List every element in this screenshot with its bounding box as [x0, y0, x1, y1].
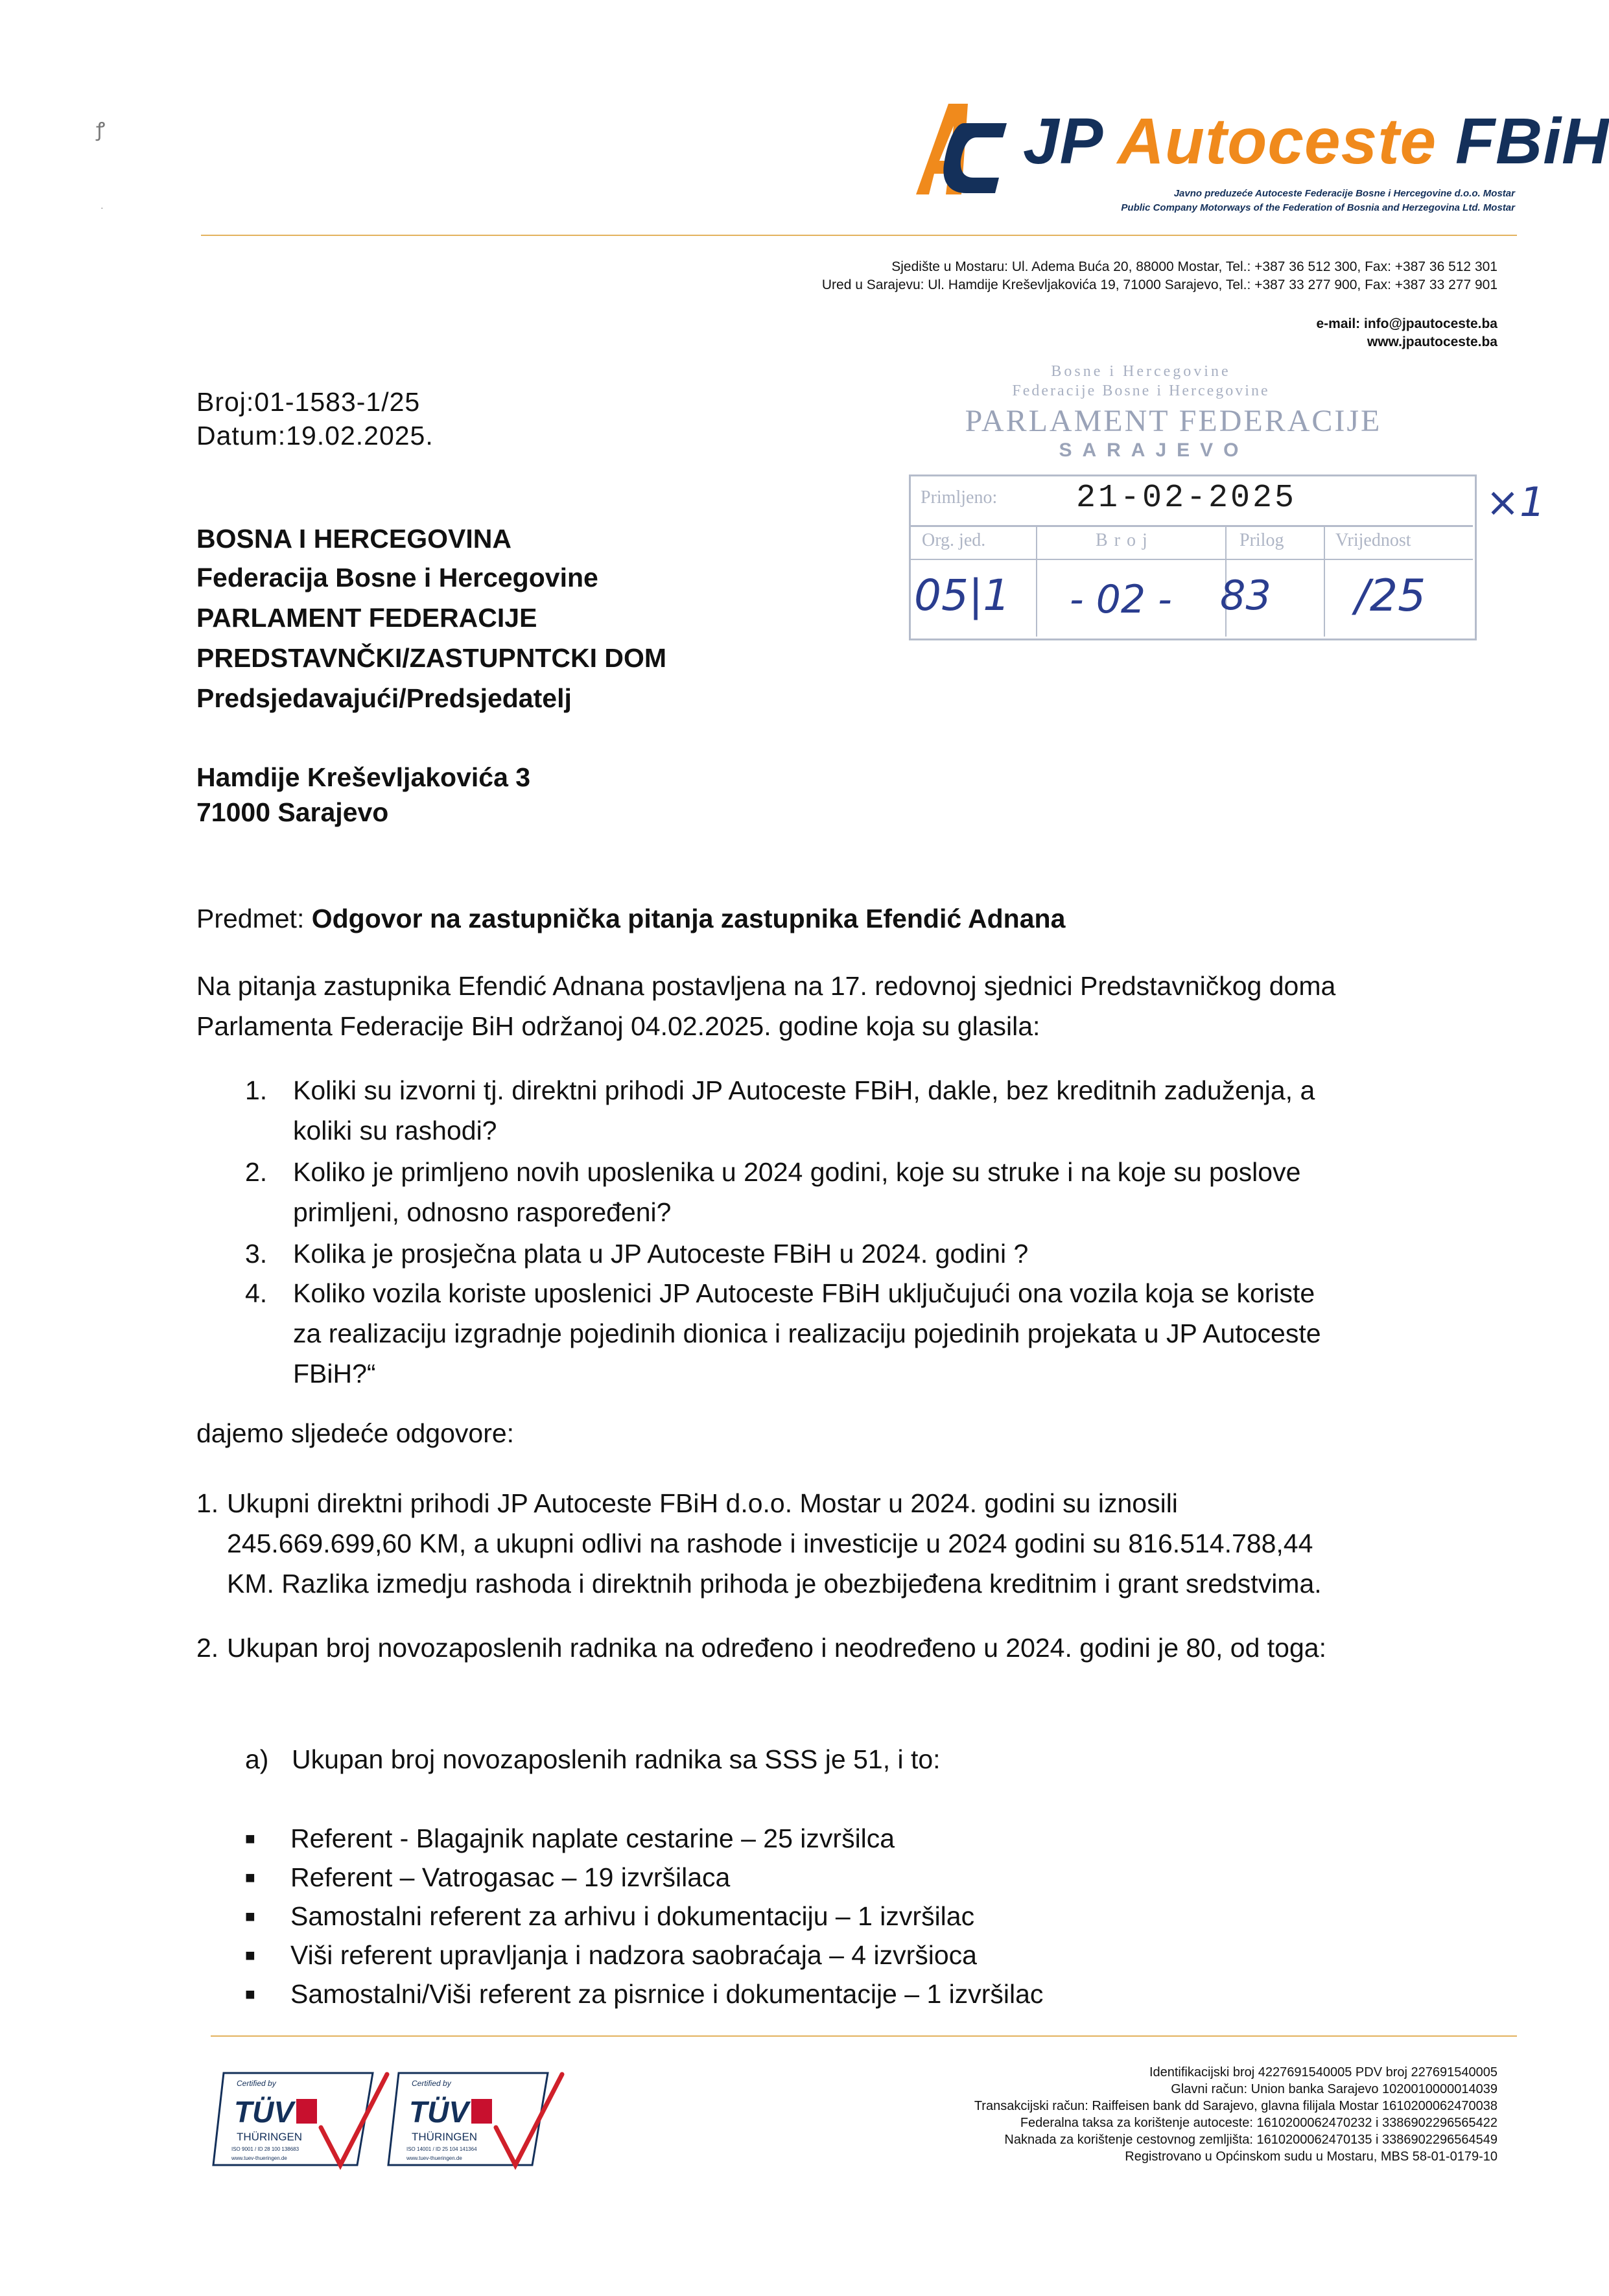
answer-item	[227, 1483, 1322, 1604]
cert-caption: Certified by	[412, 2079, 451, 2088]
margin-mark: ꝭ	[96, 119, 106, 141]
bullet-icon: ■	[245, 1945, 255, 1965]
question-number: 1.	[245, 1075, 268, 1105]
recipient-chair: Predsjedavajući/Predsjedatelj	[196, 683, 572, 713]
answer-item	[227, 1628, 1326, 1668]
company-legal-name-local: Javno preduzeće Autoceste Federacije Bosne i Hercegovine d.o.o. Mostar	[1173, 188, 1515, 199]
margin-mark: ·	[100, 202, 104, 213]
question-line: za realizaciju izgradnje pojedinih dionica i realizaciju pojedinih projekata u JP Autoceste	[293, 1318, 1321, 1348]
question-line: primljeni, odnosno raspoređeni?	[293, 1197, 672, 1227]
footer-transaction-account: Transakcijski račun: Raiffeisen bank dd Sarajevo, glavna filijala Mostar 1610200062470038	[974, 2099, 1497, 2113]
stamp-text: Bosne i Hercegovine	[1051, 363, 1231, 380]
footer-main-account: Glavni račun: Union banka Sarajevo 1020010000014039	[1171, 2082, 1497, 2096]
contact-website[interactable]: www.jpautoceste.ba	[1367, 334, 1497, 349]
answer-number: 1.	[196, 1488, 219, 1518]
tuv-certification-icon	[386, 2068, 567, 2172]
cert-brand: TÜV	[409, 2095, 469, 2129]
company-legal-name-english: Public Company Motorways of the Federation of Bosnia and Herzegovina Ltd. Mostar	[1121, 202, 1515, 213]
bullet-item: Viši referent upravljanja i nadzora saobraćaja – 4 izvršioca	[290, 1940, 977, 1970]
question-line: Kolika je prosječna plata u JP Autoceste FBiH u 2024. godini ?	[293, 1239, 1029, 1269]
stamp-divider	[909, 559, 1473, 560]
company-logo-icon	[891, 97, 1021, 201]
stamp-divider	[909, 525, 1473, 527]
bullet-icon: ■	[245, 1829, 255, 1848]
bullet-item: Samostalni referent za arhivu i dokumentaciju – 1 izvršilac	[290, 1901, 975, 1931]
stamp-title: PARLAMENT FEDERACIJE	[965, 404, 1382, 438]
answer-line: Ukupan broj novozaposlenih radnika na određeno i neodređeno u 2024. godini je 80, od toga:	[227, 1633, 1326, 1663]
question-line: koliki su rashodi?	[293, 1116, 497, 1145]
recipient-house: PREDSTAVNČKI/ZASTUPNTCKI DOM	[196, 643, 667, 673]
recipient-country: BOSNA I HERCEGOVINA	[196, 524, 511, 554]
intro-line: Na pitanja zastupnika Efendić Adnana postavljena na 17. redovnoj sjednici Predstavničkog doma	[196, 971, 1336, 1001]
reference-number: Broj:01-1583-1/25	[196, 387, 421, 417]
tuv-certification-icon	[211, 2068, 392, 2172]
subject-line	[196, 898, 1065, 939]
answer-line: Ukupni direktni prihodi JP Autoceste FBiH d.o.o. Mostar u 2024. godini su iznosili	[227, 1488, 1178, 1518]
question-line: FBiH?“	[293, 1359, 376, 1388]
question-item	[293, 1234, 1028, 1274]
bullet-icon: ■	[245, 1906, 255, 1926]
company-brand-name	[1023, 105, 1609, 178]
stamp-text: Federacije Bosne i Hercegovine	[1012, 382, 1270, 399]
question-number: 4.	[245, 1278, 268, 1308]
question-item	[293, 1273, 1321, 1394]
footer-id-number: Identifikacijski broj 4227691540005 PDV broj 227691540005	[1149, 2065, 1497, 2079]
stamp-handwritten-sequence: 83	[1220, 572, 1271, 619]
brand-main: Autoceste	[1117, 105, 1437, 178]
stamp-column-attachment: Prilog	[1239, 530, 1284, 550]
bullet-icon: ■	[245, 1868, 255, 1887]
cert-region: THÜRINGEN	[237, 2131, 303, 2143]
sub-item-text: Ukupan broj novozaposlenih radnika sa SSS je 51, i to:	[292, 1744, 941, 1774]
footer-road-land-fee-account: Naknada za korištenje cestovnog zemljišta: 1610200062470135 i 3386902296564549	[1004, 2133, 1497, 2147]
footer-motorway-fee-account: Federalna taksa za korištenje autoceste: 1610200062470232 i 3386902296565422	[1020, 2116, 1497, 2130]
sarajevo-office-address: Ured u Sarajevu: Ul. Hamdije Kreševljakovića 19, 71000 Sarajevo, Tel.: +387 33 277 900, Fax: +387 33 277 901	[821, 277, 1497, 292]
question-line: Koliko je primljeno novih uposlenika u 2024 godini, koje su struke i na koje su poslove	[293, 1157, 1301, 1187]
question-item	[293, 1152, 1300, 1232]
stamp-column-divider	[1036, 525, 1037, 637]
stamp-column-divider	[1324, 525, 1325, 637]
bullet-icon: ■	[245, 1984, 255, 2004]
cert-code: ISO 14001 / ID 25 104 141364	[406, 2146, 477, 2152]
sub-item-label: a)	[245, 1744, 269, 1774]
stamp-received-label: Primljeno:	[921, 487, 998, 508]
cert-site: www.tuev-thueringen.de	[406, 2155, 462, 2161]
stamp-handwritten-year: /25	[1355, 570, 1426, 622]
subject-label: Predmet:	[196, 904, 312, 933]
bullet-item: Referent – Vatrogasac – 19 izvršilaca	[290, 1862, 731, 1892]
brand-suffix: FBiH	[1455, 105, 1609, 178]
question-number: 3.	[245, 1239, 268, 1269]
stamp-handwritten-org: 05|1	[914, 570, 1011, 620]
intro-paragraph	[196, 966, 1335, 1046]
intro-line: Parlamenta Federacije BiH održanoj 04.02.2025. godine koja su glasila:	[196, 1011, 1040, 1041]
answer-intro: dajemo sljedeće odgovore:	[196, 1418, 515, 1448]
reference-date: Datum:19.02.2025.	[196, 421, 434, 451]
question-line: Koliki su izvorni tj. direktni prihodi JP Autoceste FBiH, dakle, bez kreditnih zaduženja, a	[293, 1075, 1315, 1105]
stamp-received-date: 21-02-2025	[1076, 480, 1297, 517]
stamp-column-value: Vrijednost	[1335, 530, 1411, 550]
cert-region: THÜRINGEN	[412, 2131, 478, 2143]
stamp-city: SARAJEVO	[1059, 439, 1249, 461]
stamp-handwritten-copies: ×1	[1486, 478, 1545, 526]
footer-registration: Registrovano u Općinskom sudu u Mostaru, MBS 58-01-0179-10	[1125, 2150, 1497, 2164]
question-line: Koliko vozila koriste uposlenici JP Autoceste FBiH uključujući ona vozila koja se koriste	[293, 1278, 1315, 1308]
brand-prefix: JP	[1023, 105, 1101, 178]
stamp-column-org: Org. jed.	[922, 530, 986, 550]
cert-site: www.tuev-thueringen.de	[231, 2155, 287, 2161]
recipient-city: 71000 Sarajevo	[196, 797, 389, 827]
recipient-parliament: PARLAMENT FEDERACIJE	[196, 603, 537, 633]
question-item	[293, 1070, 1315, 1151]
answer-line: 245.669.699,60 KM, a ukupni odlivi na rashode i investicije u 2024 godini su 816.514.788,44	[227, 1529, 1313, 1558]
contact-email[interactable]: e-mail: info@jpautoceste.ba	[1316, 316, 1497, 331]
cert-caption: Certified by	[237, 2079, 276, 2088]
bullet-item: Referent - Blagajnik naplate cestarine – 25 izvršilca	[290, 1823, 895, 1853]
question-number: 2.	[245, 1157, 268, 1187]
cert-code: ISO 9001 / ID 28 100 138683	[231, 2146, 299, 2152]
answer-number: 2.	[196, 1633, 219, 1663]
received-stamp-header	[895, 363, 1478, 467]
bullet-item: Samostalni/Viši referent za pisrnice i dokumentacije – 1 izvršilac	[290, 1979, 1044, 2009]
header-divider	[201, 235, 1517, 236]
answer-line: KM. Razlika izmedju rashoda i direktnih prihoda je obezbijeđena kreditnim i grant sredstvima.	[227, 1569, 1322, 1599]
subject-text: Odgovor na zastupnička pitanja zastupnika Efendić Adnana	[311, 904, 1066, 933]
recipient-federation: Federacija Bosne i Hercegovine	[196, 563, 598, 592]
stamp-column-number: Broj	[1096, 530, 1154, 550]
footer-divider	[211, 2035, 1517, 2037]
stamp-handwritten-number: - 02 -	[1070, 577, 1172, 622]
head-office-address: Sjedište u Mostaru: Ul. Adema Buća 20, 88000 Mostar, Tel.: +387 36 512 300, Fax: +387 36 512 301	[891, 259, 1497, 274]
cert-brand: TÜV	[234, 2095, 294, 2129]
recipient-street: Hamdije Kreševljakovića 3	[196, 762, 531, 792]
